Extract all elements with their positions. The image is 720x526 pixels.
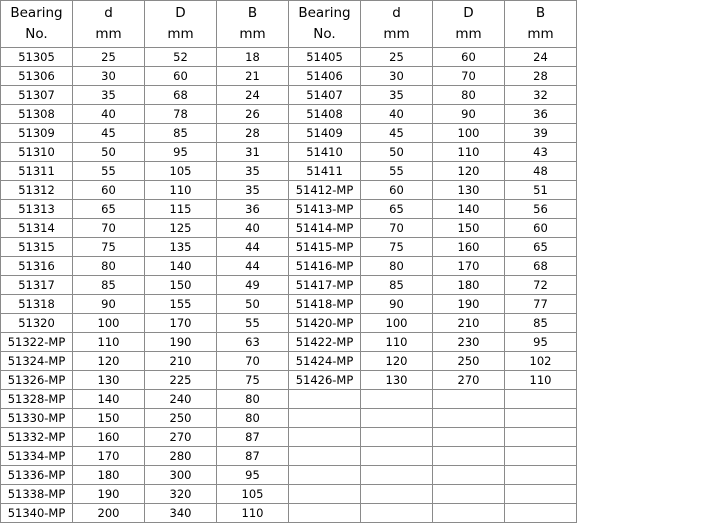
- left-cell-bearing-no: 51311: [1, 162, 73, 181]
- right-cell-outer-d: 210: [433, 314, 505, 333]
- left-cell-d: 45: [73, 124, 145, 143]
- left-cell-b: 28: [217, 124, 289, 143]
- table-row: [1, 143, 577, 162]
- right-cell-d: 100: [361, 314, 433, 333]
- right-cell-outer-d: 180: [433, 276, 505, 295]
- right-empty-cell: [433, 447, 505, 466]
- right-empty-cell: [289, 428, 361, 447]
- left-cell-d: 70: [73, 219, 145, 238]
- right-cell-d: 110: [361, 333, 433, 352]
- left-cell-b: 31: [217, 143, 289, 162]
- table-row: [1, 181, 577, 200]
- left-cell-outer-d: 125: [145, 219, 217, 238]
- right-cell-b: 68: [505, 257, 577, 276]
- right-cell-bearing-no: 51418-MP: [289, 295, 361, 314]
- left-cell-bearing-no: 51309: [1, 124, 73, 143]
- left-cell-b: 95: [217, 466, 289, 485]
- right-cell-b: 39: [505, 124, 577, 143]
- table-row: [1, 295, 577, 314]
- table-row: [1, 105, 577, 124]
- right-empty-cell: [505, 504, 577, 523]
- left-cell-b: 18: [217, 48, 289, 67]
- header-line: No.: [25, 26, 48, 42]
- table-row: [1, 200, 577, 219]
- table-row: [1, 276, 577, 295]
- right-cell-outer-d: 150: [433, 219, 505, 238]
- left-cell-b: 105: [217, 485, 289, 504]
- left-cell-b: 35: [217, 162, 289, 181]
- left-cell-d: 170: [73, 447, 145, 466]
- right-empty-cell: [289, 504, 361, 523]
- right-empty-cell: [361, 466, 433, 485]
- right-cell-d: 25: [361, 48, 433, 67]
- left-cell-bearing-no: 51307: [1, 86, 73, 105]
- right-empty-cell: [433, 466, 505, 485]
- right-cell-bearing-no: 51410: [289, 143, 361, 162]
- left-cell-outer-d: 320: [145, 485, 217, 504]
- right-cell-bearing-no: 51417-MP: [289, 276, 361, 295]
- left-cell-b: 80: [217, 409, 289, 428]
- left-cell-b: 55: [217, 314, 289, 333]
- right-cell-bearing-no: 51408: [289, 105, 361, 124]
- table-row: [1, 447, 577, 466]
- left-cell-b: 40: [217, 219, 289, 238]
- right-empty-cell: [505, 466, 577, 485]
- left-cell-b: 44: [217, 257, 289, 276]
- right-empty-cell: [433, 428, 505, 447]
- right-empty-cell: [433, 485, 505, 504]
- left-cell-d: 25: [73, 48, 145, 67]
- left-cell-b: 50: [217, 295, 289, 314]
- header-line: Bearing: [10, 5, 63, 21]
- table-row: [1, 371, 577, 390]
- right-cell-b: 32: [505, 86, 577, 105]
- right-cell-b: 56: [505, 200, 577, 219]
- header-d: [73, 1, 145, 48]
- header-line: d: [104, 5, 113, 21]
- left-cell-d: 60: [73, 181, 145, 200]
- left-cell-d: 75: [73, 238, 145, 257]
- left-cell-bearing-no: 51306: [1, 67, 73, 86]
- left-cell-b: 80: [217, 390, 289, 409]
- left-cell-b: 26: [217, 105, 289, 124]
- left-cell-bearing-no: 51330-MP: [1, 409, 73, 428]
- left-cell-bearing-no: 51338-MP: [1, 485, 73, 504]
- left-cell-outer-d: 60: [145, 67, 217, 86]
- right-cell-bearing-no: 51415-MP: [289, 238, 361, 257]
- right-cell-d: 130: [361, 371, 433, 390]
- right-empty-cell: [361, 485, 433, 504]
- left-cell-outer-d: 52: [145, 48, 217, 67]
- header-line: No.: [313, 26, 336, 42]
- header-line: mm: [383, 26, 410, 42]
- left-cell-d: 100: [73, 314, 145, 333]
- left-cell-outer-d: 225: [145, 371, 217, 390]
- left-cell-bearing-no: 51322-MP: [1, 333, 73, 352]
- table-row: [1, 409, 577, 428]
- right-cell-d: 50: [361, 143, 433, 162]
- header-outer-d: [433, 1, 505, 48]
- left-cell-bearing-no: 51316: [1, 257, 73, 276]
- left-cell-outer-d: 110: [145, 181, 217, 200]
- header-line: B: [247, 5, 258, 21]
- left-cell-d: 50: [73, 143, 145, 162]
- left-cell-b: 87: [217, 428, 289, 447]
- right-cell-b: 77: [505, 295, 577, 314]
- right-cell-bearing-no: 51406: [289, 67, 361, 86]
- left-cell-outer-d: 280: [145, 447, 217, 466]
- left-cell-d: 200: [73, 504, 145, 523]
- left-cell-b: 110: [217, 504, 289, 523]
- right-empty-cell: [505, 409, 577, 428]
- left-cell-d: 150: [73, 409, 145, 428]
- right-cell-bearing-no: 51411: [289, 162, 361, 181]
- left-cell-d: 90: [73, 295, 145, 314]
- right-cell-bearing-no: 51413-MP: [289, 200, 361, 219]
- left-cell-bearing-no: 51332-MP: [1, 428, 73, 447]
- header-line: D: [175, 5, 186, 21]
- right-cell-bearing-no: 51414-MP: [289, 219, 361, 238]
- table-body: [1, 1, 577, 523]
- left-cell-d: 140: [73, 390, 145, 409]
- left-cell-b: 75: [217, 371, 289, 390]
- left-cell-outer-d: 78: [145, 105, 217, 124]
- right-cell-bearing-no: 51409: [289, 124, 361, 143]
- right-empty-cell: [505, 485, 577, 504]
- left-cell-outer-d: 105: [145, 162, 217, 181]
- left-cell-bearing-no: 51315: [1, 238, 73, 257]
- right-cell-bearing-no: 51405: [289, 48, 361, 67]
- left-cell-d: 110: [73, 333, 145, 352]
- right-empty-cell: [289, 466, 361, 485]
- right-empty-cell: [289, 390, 361, 409]
- left-cell-b: 44: [217, 238, 289, 257]
- header-line: mm: [455, 26, 482, 42]
- left-cell-b: 24: [217, 86, 289, 105]
- left-cell-outer-d: 68: [145, 86, 217, 105]
- header-bearing-no: [289, 1, 361, 48]
- right-cell-outer-d: 80: [433, 86, 505, 105]
- right-cell-d: 85: [361, 276, 433, 295]
- right-cell-b: 24: [505, 48, 577, 67]
- left-cell-d: 85: [73, 276, 145, 295]
- right-empty-cell: [433, 504, 505, 523]
- left-cell-b: 35: [217, 181, 289, 200]
- header-row: [1, 1, 577, 48]
- right-empty-cell: [505, 428, 577, 447]
- table-row: [1, 48, 577, 67]
- right-cell-outer-d: 230: [433, 333, 505, 352]
- table-row: [1, 238, 577, 257]
- left-cell-b: 49: [217, 276, 289, 295]
- right-cell-b: 72: [505, 276, 577, 295]
- table-row: [1, 314, 577, 333]
- right-cell-bearing-no: 51416-MP: [289, 257, 361, 276]
- left-cell-b: 87: [217, 447, 289, 466]
- right-cell-d: 65: [361, 200, 433, 219]
- table-row: [1, 485, 577, 504]
- header-b: [505, 1, 577, 48]
- left-cell-outer-d: 155: [145, 295, 217, 314]
- right-cell-d: 70: [361, 219, 433, 238]
- right-cell-bearing-no: 51412-MP: [289, 181, 361, 200]
- left-cell-outer-d: 115: [145, 200, 217, 219]
- left-cell-bearing-no: 51313: [1, 200, 73, 219]
- table-row: [1, 504, 577, 523]
- left-cell-d: 30: [73, 67, 145, 86]
- left-cell-outer-d: 95: [145, 143, 217, 162]
- right-cell-outer-d: 90: [433, 105, 505, 124]
- left-cell-bearing-no: 51308: [1, 105, 73, 124]
- right-empty-cell: [361, 428, 433, 447]
- header-line: d: [392, 5, 401, 21]
- right-cell-b: 95: [505, 333, 577, 352]
- left-cell-d: 35: [73, 86, 145, 105]
- right-cell-d: 60: [361, 181, 433, 200]
- right-cell-b: 85: [505, 314, 577, 333]
- table-row: [1, 390, 577, 409]
- right-cell-outer-d: 110: [433, 143, 505, 162]
- right-empty-cell: [361, 504, 433, 523]
- left-cell-outer-d: 210: [145, 352, 217, 371]
- right-empty-cell: [433, 390, 505, 409]
- left-cell-bearing-no: 51305: [1, 48, 73, 67]
- header-line: mm: [95, 26, 122, 42]
- table-row: [1, 428, 577, 447]
- table-row: [1, 257, 577, 276]
- right-cell-b: 110: [505, 371, 577, 390]
- right-empty-cell: [433, 409, 505, 428]
- left-cell-bearing-no: 51340-MP: [1, 504, 73, 523]
- left-cell-outer-d: 240: [145, 390, 217, 409]
- left-cell-outer-d: 250: [145, 409, 217, 428]
- header-line: mm: [527, 26, 554, 42]
- left-cell-d: 80: [73, 257, 145, 276]
- right-cell-d: 90: [361, 295, 433, 314]
- right-cell-bearing-no: 51424-MP: [289, 352, 361, 371]
- right-cell-b: 60: [505, 219, 577, 238]
- right-cell-bearing-no: 51422-MP: [289, 333, 361, 352]
- right-cell-outer-d: 140: [433, 200, 505, 219]
- right-cell-outer-d: 100: [433, 124, 505, 143]
- left-cell-d: 190: [73, 485, 145, 504]
- right-cell-outer-d: 270: [433, 371, 505, 390]
- right-empty-cell: [505, 447, 577, 466]
- left-cell-d: 55: [73, 162, 145, 181]
- right-cell-outer-d: 170: [433, 257, 505, 276]
- header-line: mm: [167, 26, 194, 42]
- right-cell-b: 36: [505, 105, 577, 124]
- right-empty-cell: [361, 390, 433, 409]
- table-row: [1, 352, 577, 371]
- table-row: [1, 162, 577, 181]
- left-cell-b: 70: [217, 352, 289, 371]
- left-cell-bearing-no: 51326-MP: [1, 371, 73, 390]
- left-cell-bearing-no: 51336-MP: [1, 466, 73, 485]
- left-cell-outer-d: 340: [145, 504, 217, 523]
- left-cell-b: 36: [217, 200, 289, 219]
- right-cell-outer-d: 250: [433, 352, 505, 371]
- left-cell-b: 21: [217, 67, 289, 86]
- left-cell-outer-d: 170: [145, 314, 217, 333]
- right-cell-b: 102: [505, 352, 577, 371]
- left-cell-b: 63: [217, 333, 289, 352]
- left-cell-bearing-no: 51314: [1, 219, 73, 238]
- left-cell-d: 65: [73, 200, 145, 219]
- right-cell-bearing-no: 51420-MP: [289, 314, 361, 333]
- table-row: [1, 124, 577, 143]
- right-cell-d: 75: [361, 238, 433, 257]
- header-line: D: [463, 5, 474, 21]
- left-cell-bearing-no: 51334-MP: [1, 447, 73, 466]
- table-row: [1, 86, 577, 105]
- left-cell-outer-d: 140: [145, 257, 217, 276]
- left-cell-d: 40: [73, 105, 145, 124]
- right-empty-cell: [361, 447, 433, 466]
- right-cell-outer-d: 190: [433, 295, 505, 314]
- header-b: [217, 1, 289, 48]
- right-cell-bearing-no: 51407: [289, 86, 361, 105]
- right-cell-outer-d: 120: [433, 162, 505, 181]
- header-line: mm: [239, 26, 266, 42]
- header-bearing-no: [1, 1, 73, 48]
- right-cell-bearing-no: 51426-MP: [289, 371, 361, 390]
- left-cell-outer-d: 190: [145, 333, 217, 352]
- header-line: Bearing: [298, 5, 351, 21]
- right-cell-b: 28: [505, 67, 577, 86]
- left-cell-bearing-no: 51310: [1, 143, 73, 162]
- left-cell-outer-d: 135: [145, 238, 217, 257]
- left-cell-d: 180: [73, 466, 145, 485]
- left-cell-outer-d: 270: [145, 428, 217, 447]
- right-cell-outer-d: 160: [433, 238, 505, 257]
- table-row: [1, 466, 577, 485]
- left-cell-outer-d: 85: [145, 124, 217, 143]
- right-cell-b: 65: [505, 238, 577, 257]
- left-cell-bearing-no: 51324-MP: [1, 352, 73, 371]
- right-cell-d: 35: [361, 86, 433, 105]
- right-empty-cell: [361, 409, 433, 428]
- header-outer-d: [145, 1, 217, 48]
- right-empty-cell: [289, 447, 361, 466]
- left-cell-outer-d: 300: [145, 466, 217, 485]
- right-cell-d: 80: [361, 257, 433, 276]
- left-cell-d: 120: [73, 352, 145, 371]
- table-row: [1, 67, 577, 86]
- left-cell-outer-d: 150: [145, 276, 217, 295]
- left-cell-bearing-no: 51328-MP: [1, 390, 73, 409]
- right-cell-b: 51: [505, 181, 577, 200]
- right-cell-d: 30: [361, 67, 433, 86]
- table-row: [1, 219, 577, 238]
- right-cell-b: 48: [505, 162, 577, 181]
- right-cell-b: 43: [505, 143, 577, 162]
- left-cell-bearing-no: 51320: [1, 314, 73, 333]
- right-cell-d: 40: [361, 105, 433, 124]
- right-cell-d: 120: [361, 352, 433, 371]
- table-row: [1, 333, 577, 352]
- right-empty-cell: [289, 485, 361, 504]
- right-cell-d: 45: [361, 124, 433, 143]
- right-cell-outer-d: 130: [433, 181, 505, 200]
- right-empty-cell: [505, 390, 577, 409]
- right-cell-d: 55: [361, 162, 433, 181]
- left-cell-bearing-no: 51317: [1, 276, 73, 295]
- left-cell-d: 160: [73, 428, 145, 447]
- right-empty-cell: [289, 409, 361, 428]
- right-cell-outer-d: 70: [433, 67, 505, 86]
- right-cell-outer-d: 60: [433, 48, 505, 67]
- left-cell-d: 130: [73, 371, 145, 390]
- left-cell-bearing-no: 51318: [1, 295, 73, 314]
- header-line: B: [535, 5, 546, 21]
- header-d: [361, 1, 433, 48]
- left-cell-bearing-no: 51312: [1, 181, 73, 200]
